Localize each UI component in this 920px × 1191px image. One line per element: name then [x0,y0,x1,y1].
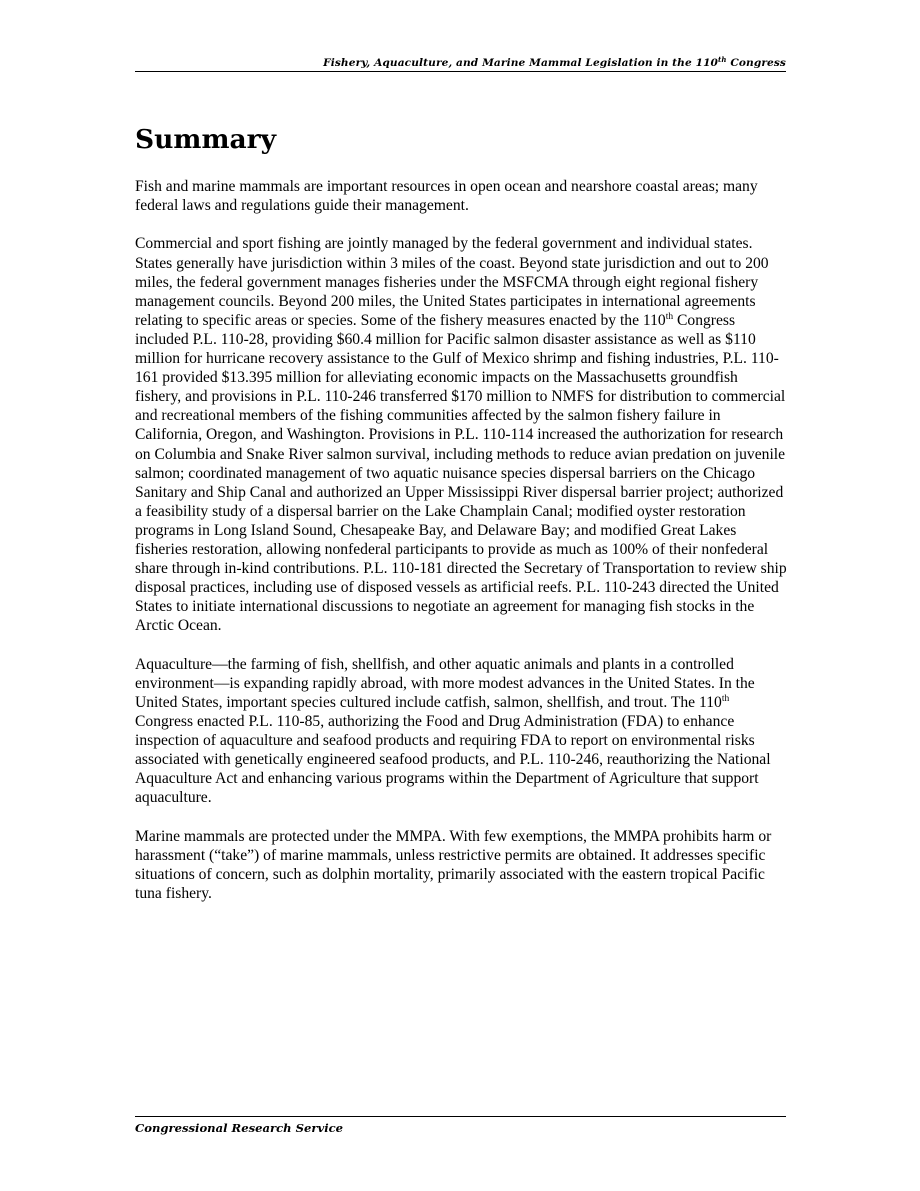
paragraph-fishing-text-cont: Congress included P.L. 110-28, providing $60.4 million for Pacific salmon disaster assistance as well as $110 million for hurricane recovery assistance to the Gulf of Mexico shrimp and fishing industries, P.L. 110-161 provided $13.395 million for alleviating economic impacts on the Massachusetts groundfish fishery, and provisions in P.L. 110-246 transferred $170 million to NMFS for distribution to commercial and recreational members of the fishing communities affected by the salmon fishery failure in California, Oregon, and Washington. Provisions in P.L. 110-114 increased the authorization for research on Columbia and Snake River salmon survival, including methods to reduce avian predation on juvenile salmon; coordinated management of two aquatic nuisance species dispersal barriers on the Chicago Sanitary and Ship Canal and authorized an Upper Mississippi River dispersal barrier project; authorized a feasibility study of a dispersal barrier on the Lake Champlain Canal; modified oyster restoration programs in Long Island Sound, Chesapeake Bay, and Delaware Bay; and modified Great Lakes fisheries restoration, allowing nonfederal participants to provide as much as 100% of their nonfederal share through in-kind contributions. P.L. 110-181 directed the Secretary of Transportation to review ship disposal practices, including use of disposed vessels as artificial reefs. P.L. 110-243 directed the United States to initiate international discussions to negotiate an agreement for managing fish stocks in the Arctic Ocean. [135,311,787,635]
ordinal-superscript: th [721,693,730,704]
running-footer: Congressional Research Service [135,1121,344,1135]
summary-body [135,177,787,922]
paragraph-intro: Fish and marine mammals are important resources in open ocean and nearshore coastal areas; many federal laws and regulations guide their management. [135,178,758,215]
paragraph-aquaculture [135,655,787,808]
paragraph-marine-mammals: Marine mammals are protected under the MMPA. With few exemptions, the MMPA prohibits harm or harassment (“take”) of marine mammals, unless restrictive permits are obtained. It addresses specific situations of concern, such as dolphin mortality, primarily associated with the eastern tropical Pacific tuna fishery. [135,827,772,903]
running-header [135,56,786,70]
ordinal-superscript: th [665,311,674,322]
running-header-superscript: th [718,55,727,64]
footer-rule [135,1116,786,1117]
page-title: Summary [135,124,277,155]
running-header-text-end: Congress [726,57,786,69]
paragraph-fishing [135,234,787,635]
paragraph-aquaculture-text-cont: Congress enacted P.L. 110-85, authorizing the Food and Drug Administration (FDA) to enhance inspection of aquaculture and seafood products and requiring FDA to report on environmental risks associated with genetically engineered seafood products, and P.L. 110-246, reauthorizing the National Aquaculture Act and enhancing various programs within the Department of Agriculture that support aquaculture. [135,713,771,807]
running-header-text: Fishery, Aquaculture, and Marine Mammal Legislation in the 110 [323,57,719,69]
paragraph-aquaculture-text: Aquaculture—the farming of fish, shellfish, and other aquatic animals and plants in a controlled environment—is expanding rapidly abroad, with more modest advances in the United States. In the United States, important species cultured include catfish, salmon, shellfish, and trout. The 110 [135,655,755,711]
header-rule [135,71,786,72]
paragraph-fishing-text: Commercial and sport fishing are jointly managed by the federal government and individual states. States generally have jurisdiction within 3 miles of the coast. Beyond state jurisdiction and out to 200 miles, the federal government manages fisheries under the MSFCMA through eight regional fishery management councils. Beyond 200 miles, the United States participates in international agreements relating to specific areas or species. Some of the fishery measures enacted by the 110 [135,235,769,329]
